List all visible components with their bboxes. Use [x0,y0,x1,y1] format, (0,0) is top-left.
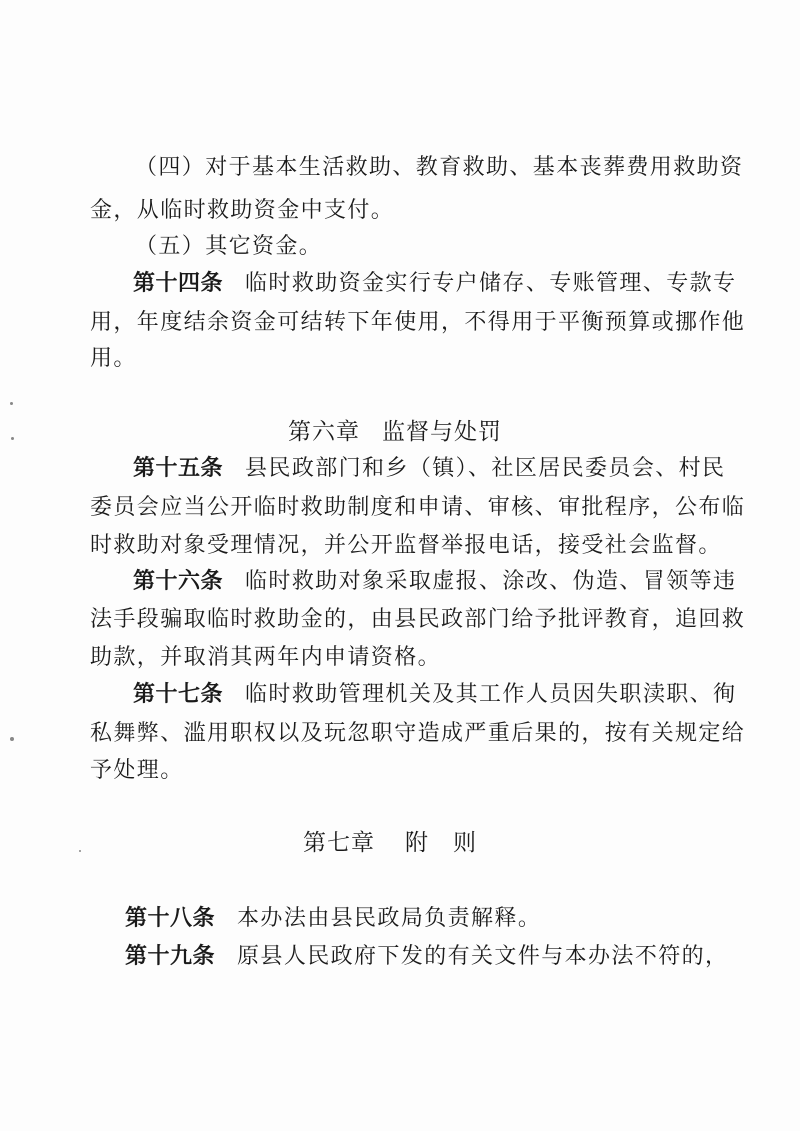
article-15-label: 第十五条 [133,456,224,481]
chapter-7-number: 第七章 [303,830,375,856]
article-17-line-1 [133,680,736,710]
chapter-6-heading [288,417,502,447]
item-4-line-2: 金，从临时救助资金中支付。 [90,198,395,223]
article-14-line-3: 用。 [90,346,137,371]
chapter-6-number: 第六章 [288,419,360,445]
item-4-line-1: （四）对于基本生活救助、教育救助、基本丧葬费用救助资 [135,155,744,180]
scan-speck [10,737,14,741]
article-19-line-1 [125,942,728,972]
article-16-label: 第十六条 [133,569,224,594]
article-14-label: 第十四条 [133,271,224,296]
article-17-line-2: 私舞弊、滥用职权以及玩忽职守造成严重后果的，按有关规定给 [90,721,746,746]
article-15-line-3: 时救助对象受理情况，并公开监督举报电话，接受社会监督。 [90,533,722,558]
article-14-line-2: 用，年度结余资金可结转下年使用，不得用于平衡预算或挪作他 [90,310,746,335]
scan-speck [79,850,81,852]
article-18-text-1: 本办法由县民政局负责解释。 [237,906,542,931]
article-18-label: 第十八条 [125,906,216,931]
article-17-label: 第十七条 [133,682,224,707]
article-15-line-2: 委员会应当公开临时救助制度和申请、审核、审批程序，公布临 [90,495,746,520]
item-5: （五）其它资金。 [135,234,323,259]
article-15-line-1 [133,454,725,484]
article-14-line-1 [133,269,736,299]
article-16-line-3: 助款，并取消其两年内申请资格。 [90,645,442,670]
scan-speck [11,437,14,440]
article-16-line-2: 法手段骗取临时救助金的，由县民政部门给予批评教育，追回救 [90,607,746,632]
article-15-text-1: 县民政部门和乡（镇）、社区居民委员会、村民 [245,456,726,481]
article-19-text-1: 原县人民政府下发的有关文件与本办法不符的， [237,944,729,969]
article-16-line-1 [133,567,736,597]
chapter-6-title: 监督与处罚 [382,419,502,445]
article-19-label: 第十九条 [125,944,216,969]
scan-speck [10,402,13,405]
article-17-line-3: 予处理。 [90,758,184,783]
chapter-7-heading [303,828,477,858]
article-16-text-1: 临时救助对象采取虚报、涂改、伪造、冒领等违 [245,569,737,594]
article-14-text-1: 临时救助资金实行专户储存、专账管理、专款专 [245,271,737,296]
chapter-7-title: 附 则 [405,830,477,856]
article-17-text-1: 临时救助管理机关及其工作人员因失职渎职、徇 [245,682,737,707]
article-18-line-1 [125,904,541,934]
